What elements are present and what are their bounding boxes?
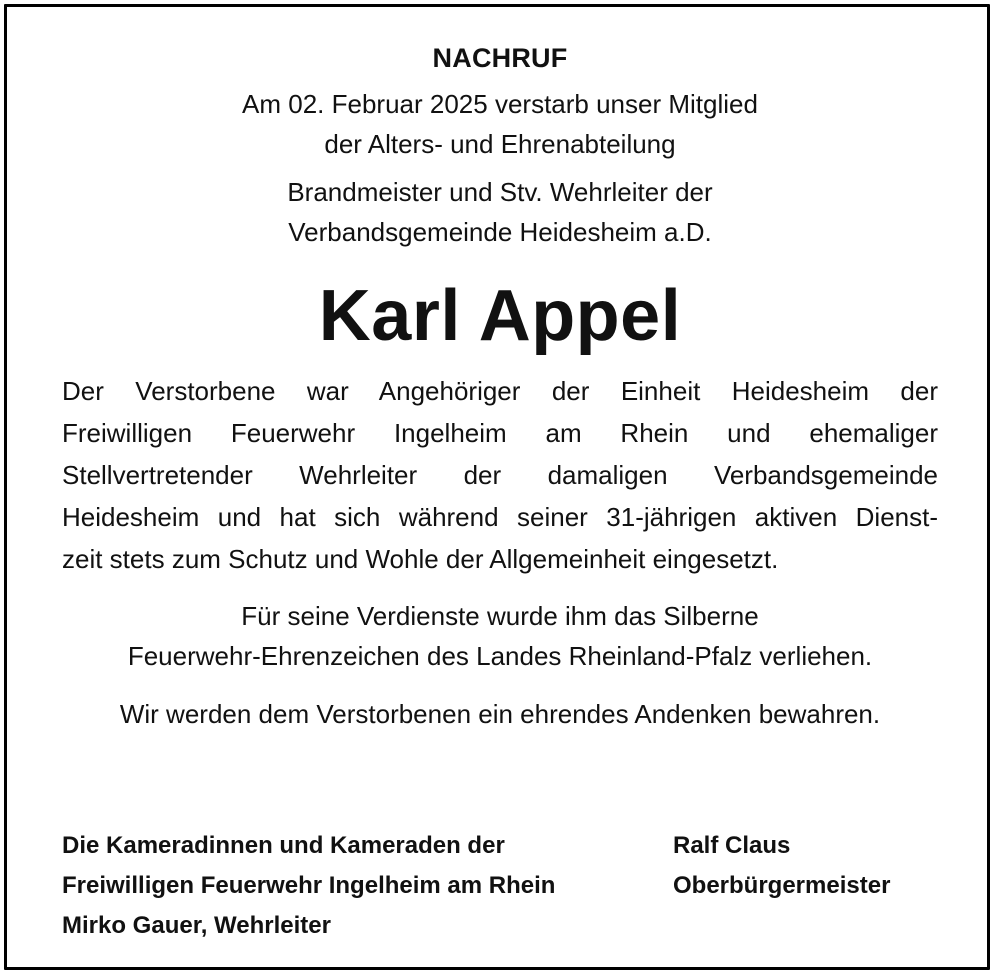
intro-line: Am 02. Februar 2025 verstarb unser Mitglied xyxy=(242,89,758,119)
intro-line: der Alters- und Ehrenabteilung xyxy=(324,129,676,159)
rank-line: Brandmeister und Stv. Wehrleiter der xyxy=(287,177,713,207)
biography-line: Der Verstorbene war Angehöriger der Einheit Heidesheim der xyxy=(62,376,938,406)
signature-mayor xyxy=(673,826,890,906)
biography-line: Freiwilligen Feuerwehr Ingelheim am Rhein und ehemaliger xyxy=(62,418,938,448)
closing-block xyxy=(62,694,938,734)
biography-line: zeit stets zum Schutz und Wohle der Allgemeinheit eingesetzt. xyxy=(62,544,779,574)
intro-block xyxy=(62,84,938,164)
rank-line: Verbandsgemeinde Heidesheim a.D. xyxy=(288,217,712,247)
signature-line: Die Kameradinnen und Kameraden der xyxy=(62,832,505,859)
merit-line: Feuerwehr-Ehrenzeichen des Landes Rheinland-Pfalz verliehen. xyxy=(127,641,873,671)
deceased-name: Karl Appel xyxy=(318,276,682,356)
merit-block xyxy=(62,596,938,676)
biography-paragraph xyxy=(62,370,938,580)
obituary-notice xyxy=(62,40,938,734)
biography-line: Stellvertretender Wehrleiter der damaligen Verbandsgemeinde xyxy=(62,460,938,490)
signature-line: Ralf Claus xyxy=(673,832,791,859)
signature-line: Mirko Gauer, Wehrleiter xyxy=(62,912,331,939)
notice-heading: NACHRUF xyxy=(432,43,568,73)
signature-fire-brigade xyxy=(62,826,555,946)
signature-line: Oberbürgermeister xyxy=(673,872,891,899)
biography-line: Heidesheim und hat sich während seiner 31-jährigen aktiven Dienst- xyxy=(62,502,938,532)
rank-block xyxy=(62,172,938,252)
merit-line: Für seine Verdienste wurde ihm das Silberne xyxy=(241,601,759,631)
closing-line: Wir werden dem Verstorbenen ein ehrendes Andenken bewahren. xyxy=(119,699,881,729)
signature-line: Freiwilligen Feuerwehr Ingelheim am Rhein xyxy=(62,872,556,899)
